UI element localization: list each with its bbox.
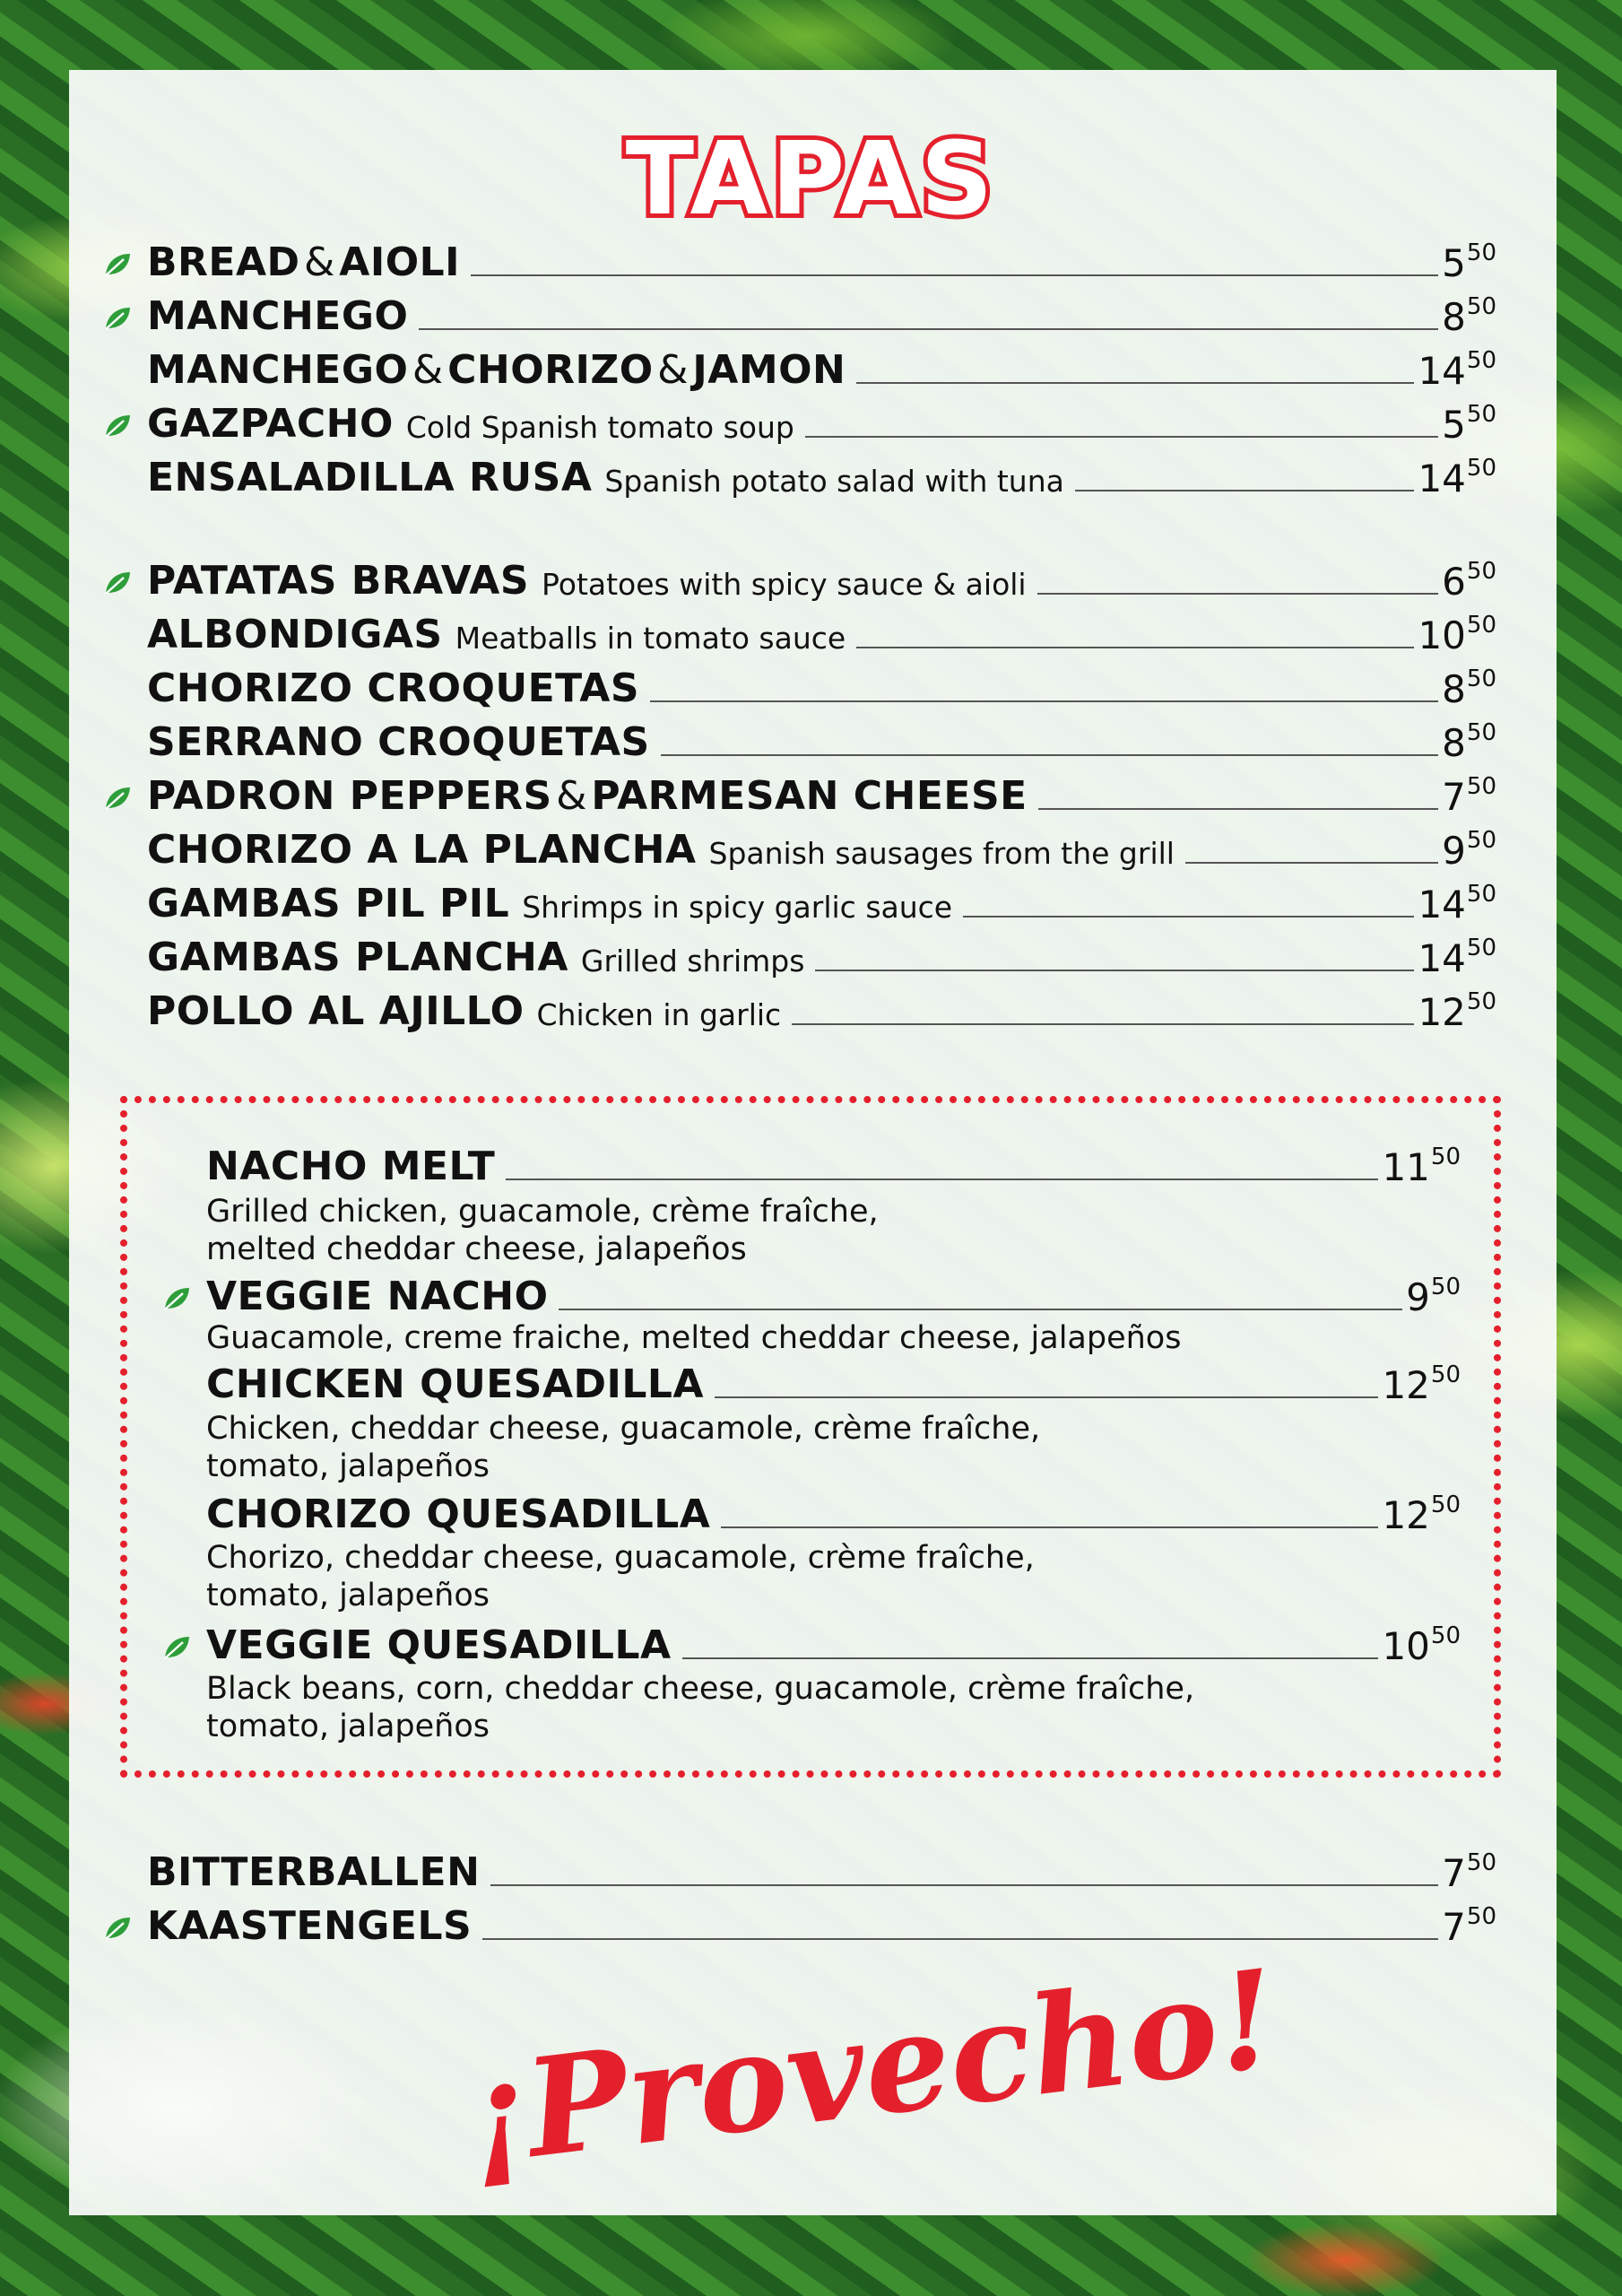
menu-item (147, 984, 1496, 1034)
menu-item (147, 289, 1496, 339)
item-description: Meatballs in tomato sauce (455, 621, 846, 656)
menu-item (206, 1618, 1461, 1668)
item-name: GAMBAS PLANCHA (147, 935, 568, 980)
menu-item (206, 1139, 1461, 1189)
item-price: $14^{50}$ (1418, 455, 1496, 500)
menu-item (147, 930, 1496, 980)
leaf-icon (102, 1915, 133, 1942)
menu-item (147, 396, 1496, 447)
item-description: Potatoes with spicy sauce & aioli (542, 567, 1027, 602)
item-price: $5^{50}$ (1442, 401, 1496, 447)
item-price: $12^{50}$ (1382, 1492, 1461, 1537)
menu-item (147, 1845, 1496, 1895)
item-price: $9^{50}$ (1442, 827, 1496, 873)
item-price: $6^{50}$ (1442, 558, 1496, 604)
item-price: $8^{50}$ (1442, 719, 1496, 765)
item-price: $10^{50}$ (1418, 612, 1496, 657)
leaf-icon (161, 1634, 192, 1661)
item-price: $8^{50}$ (1442, 665, 1496, 711)
provecho-script: ¡Provecho! (458, 1939, 1286, 2196)
item-name: SERRANO CROQUETAS (147, 719, 650, 765)
item-name: BITTERBALLEN (147, 1849, 481, 1895)
menu-item (147, 1899, 1496, 1949)
item-description: Cold Spanish tomato soup (405, 410, 794, 445)
item-name: BREAD (147, 239, 300, 285)
menu-item (147, 553, 1496, 604)
menu-item: MANCHEGO & CHORIZO & JAMON $14^{50}$ (147, 347, 1496, 393)
menu-item (206, 1487, 1461, 1537)
leaf-icon (102, 785, 133, 812)
item-description: Grilled shrimps (580, 944, 805, 978)
item-name: PATATAS BRAVAS (147, 558, 530, 604)
item-name: CHORIZO CROQUETAS (147, 665, 640, 711)
menu-item: BREAD & AIOLI $5^{50}$ (147, 235, 1496, 285)
item-name: ALBONDIGAS (147, 612, 443, 657)
menu-item (206, 1357, 1461, 1407)
item-price: $14^{50}$ (1418, 881, 1496, 926)
item-description: Spanish sausages from the grill (708, 836, 1175, 871)
item-price: $9^{50}$ (1406, 1274, 1461, 1319)
item-price: $11^{50}$ (1382, 1144, 1461, 1189)
leaf-icon (102, 251, 133, 278)
item-name: PADRON PEPPERS (147, 773, 552, 819)
menu-item: PADRON PEPPERS & PARMESAN CHEESE $7^{50}$ (147, 769, 1496, 819)
menu-title: TAPAS (625, 121, 997, 238)
item-description: melted cheddar cheese, jalapeños (206, 1231, 747, 1267)
item-name: ENSALADILLA RUSA (147, 455, 593, 500)
leaf-icon (102, 570, 133, 596)
menu-item (147, 450, 1496, 500)
item-name: KAASTENGELS (147, 1903, 473, 1949)
leaf-icon (102, 413, 133, 439)
item-name: VEGGIE NACHO (206, 1274, 549, 1319)
item-description: Guacamole, creme fraiche, melted cheddar cheese, jalapeños (206, 1320, 1182, 1356)
item-name: MANCHEGO (147, 347, 409, 393)
menu-item (147, 715, 1496, 765)
item-description: Black beans, corn, cheddar cheese, guacamole, crème fraîche, (206, 1671, 1195, 1707)
item-name: POLLO AL AJILLO (147, 988, 525, 1034)
item-name: CHORIZO A LA PLANCHA (147, 827, 697, 873)
item-name: NACHO MELT (206, 1144, 496, 1189)
item-description: Chicken, cheddar cheese, guacamole, crème fraîche, (206, 1411, 1041, 1447)
leaf-icon (102, 305, 133, 332)
item-description: Shrimps in spicy garlic sauce (522, 890, 953, 925)
item-price: $5^{50}$ (1442, 239, 1496, 285)
item-price: $14^{50}$ (1418, 935, 1496, 980)
menu-item (206, 1269, 1461, 1319)
item-price: $8^{50}$ (1442, 293, 1496, 339)
item-description: tomato, jalapeños (206, 1448, 490, 1484)
item-price: $7^{50}$ (1442, 1903, 1496, 1949)
leaf-icon (161, 1285, 192, 1312)
item-description: Chicken in garlic (536, 997, 782, 1032)
menu-item (147, 876, 1496, 926)
menu-item (147, 661, 1496, 711)
item-name: GAZPACHO (147, 401, 394, 447)
item-price: $7^{50}$ (1442, 1849, 1496, 1895)
item-price: $12^{50}$ (1382, 1361, 1461, 1407)
item-description: tomato, jalapeños (206, 1709, 490, 1744)
item-name: GAMBAS PIL PIL (147, 881, 510, 926)
item-price: $12^{50}$ (1418, 988, 1496, 1034)
item-description: Grilled chicken, guacamole, crème fraîche, (206, 1194, 879, 1230)
menu-item (147, 607, 1496, 657)
item-name: CHORIZO QUESADILLA (206, 1492, 711, 1537)
item-price: $7^{50}$ (1442, 773, 1496, 819)
item-description: tomato, jalapeños (206, 1578, 490, 1613)
menu-item (147, 822, 1496, 873)
item-description: Spanish potato salad with tuna (604, 464, 1064, 499)
item-price: $10^{50}$ (1382, 1622, 1461, 1668)
item-name: CHICKEN QUESADILLA (206, 1361, 705, 1407)
item-name: VEGGIE QUESADILLA (206, 1622, 672, 1668)
item-price: $14^{50}$ (1418, 347, 1496, 393)
item-description: Chorizo, cheddar cheese, guacamole, crème fraîche, (206, 1540, 1035, 1576)
item-name: MANCHEGO (147, 293, 409, 339)
